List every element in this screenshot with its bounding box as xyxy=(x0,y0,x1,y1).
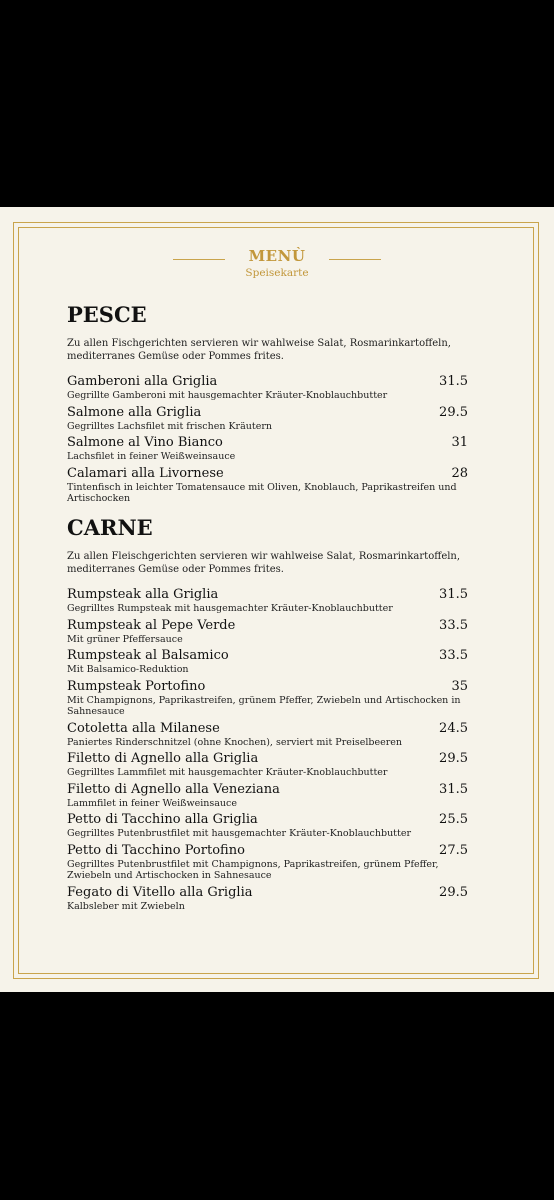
header-rule-left xyxy=(173,259,225,260)
section-pesce xyxy=(67,302,470,505)
item-description: Mit Balsamico-Reduktion xyxy=(67,664,189,675)
menu-item xyxy=(67,374,470,402)
menu-item xyxy=(67,782,470,810)
item-name: Filetto di Agnello alla Veneziana xyxy=(67,781,280,797)
item-price: 33.5 xyxy=(439,617,468,633)
menu-item xyxy=(67,843,470,882)
menu-card xyxy=(0,207,554,992)
section-carne xyxy=(67,515,470,912)
menu-header xyxy=(0,247,554,281)
item-name: Rumpsteak al Pepe Verde xyxy=(67,617,236,633)
item-description: Mit grüner Pfeffersauce xyxy=(67,633,183,645)
item-name: Cotoletta alla Milanese xyxy=(67,720,220,736)
item-description: Lachsfilet in feiner Weißweinsauce xyxy=(67,451,236,462)
menu-title: MENÙ xyxy=(248,247,306,265)
item-description: Gegrilltes Putenbrustfilet mit hausgemachter Kräuter-Knoblauchbutter xyxy=(67,828,411,839)
header-rule-right xyxy=(329,259,381,260)
item-price: 29.5 xyxy=(439,404,468,420)
item-name: Fegato di Vitello alla Griglia xyxy=(67,884,253,900)
item-description: Gegrilltes Putenbrustfilet mit Champignons, Paprikastreifen, grünem Pfeffer, Zwiebeln und Artischocken in Sahnesauce xyxy=(67,858,439,881)
item-price: 31.5 xyxy=(439,374,468,389)
item-description: Gegrilltes Rumpsteak mit hausgemachter Kräuter-Knoblauchbutter xyxy=(67,603,393,614)
item-price: 31.5 xyxy=(439,587,468,602)
item-name: Gamberoni alla Griglia xyxy=(67,374,218,389)
item-name: Rumpsteak alla Griglia xyxy=(67,587,219,602)
menu-item xyxy=(67,435,470,463)
menu-item xyxy=(67,648,470,676)
item-price: 31.5 xyxy=(439,781,468,797)
section-note: Zu allen Fischgerichten servieren wir wahlweise Salat, Rosmarinkartoffeln, mediterranes Gemüse oder Pommes frites. xyxy=(67,338,451,362)
item-name: Petto di Tacchino Portofino xyxy=(67,842,245,858)
item-price: 25.5 xyxy=(439,812,468,827)
item-name: Salmone alla Griglia xyxy=(67,404,202,420)
item-price: 27.5 xyxy=(439,842,468,858)
item-price: 24.5 xyxy=(439,720,468,736)
item-price: 31 xyxy=(451,435,468,450)
item-description: Gegrilltes Lachsfilet mit frischen Kräutern xyxy=(67,420,272,432)
item-price: 33.5 xyxy=(439,648,468,663)
item-price: 35 xyxy=(451,678,468,694)
item-name: Filetto di Agnello alla Griglia xyxy=(67,751,259,766)
item-name: Rumpsteak al Balsamico xyxy=(67,648,229,663)
menu-item xyxy=(67,885,470,913)
section-note: Zu allen Fleischgerichten servieren wir wahlweise Salat, Rosmarinkartoffeln, mediterranes Gemüse oder Pommes frites. xyxy=(67,551,461,575)
menu-item xyxy=(67,751,470,779)
menu-item xyxy=(67,466,470,505)
item-description: Mit Champignons, Paprikastreifen, grünem Pfeffer, Zwiebeln und Artischocken in Sahnesauce xyxy=(67,694,461,717)
item-description: Paniertes Rinderschnitzel (ohne Knochen), serviert mit Preiselbeeren xyxy=(67,736,403,748)
menu-item xyxy=(67,721,470,749)
item-name: Rumpsteak Portofino xyxy=(67,678,206,694)
item-description: Kalbsleber mit Zwiebeln xyxy=(67,900,185,912)
section-title: CARNE xyxy=(67,515,153,540)
item-price: 28 xyxy=(451,465,468,481)
item-description: Gegrillte Gamberoni mit hausgemachter Kräuter-Knoblauchbutter xyxy=(67,390,388,401)
item-price: 29.5 xyxy=(439,751,468,766)
item-name: Petto di Tacchino alla Griglia xyxy=(67,812,258,827)
item-price: 29.5 xyxy=(439,884,468,900)
item-name: Salmone al Vino Bianco xyxy=(67,435,223,450)
menu-item xyxy=(67,587,470,615)
item-description: Gegrilltes Lammfilet mit hausgemachter Kräuter-Knoblauchbutter xyxy=(67,767,388,778)
menu-subtitle: Speisekarte xyxy=(245,267,309,279)
item-description: Lammfilet in feiner Weißweinsauce xyxy=(67,797,237,809)
menu-item xyxy=(67,679,470,718)
menu-item xyxy=(67,405,470,433)
menu-item xyxy=(67,812,470,840)
section-title: PESCE xyxy=(67,302,147,327)
item-description: Tintenfisch in leichter Tomatensauce mit Oliven, Knoblauch, Paprikastreifen und Artischocken xyxy=(67,481,457,504)
menu-item xyxy=(67,618,470,646)
item-name: Calamari alla Livornese xyxy=(67,465,224,481)
